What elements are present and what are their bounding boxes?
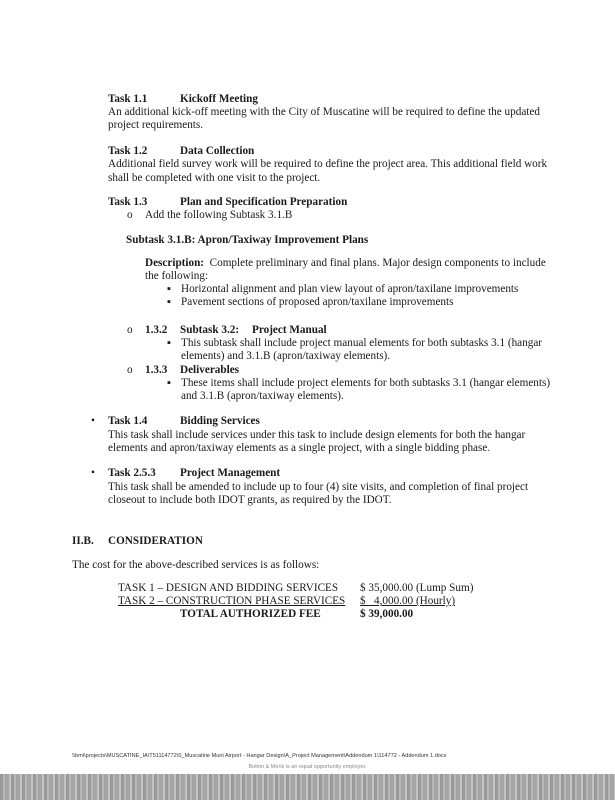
body-text: elements and apron/taxiway elements as a single project, with a single bidding phase. [108,442,491,454]
list-item: Pavement sections of proposed apron/taxilane improvements [181,296,454,308]
fee-label: TASK 2 – CONSTRUCTION PHASE SERVICES [118,595,346,607]
subtask-heading: Subtask 3.1.B: Apron/Taxiway Improvement Plans [126,234,369,246]
description-text: Complete preliminary and final plans. Major design components to include [209,257,546,269]
body-text: Additional field survey work will be required to define the project area. This additional field work [108,158,548,170]
fee-amount: $ 35,000.00 (Lump Sum) [360,582,474,594]
task-1-4-title: Bidding Services [180,415,260,427]
task-1-2-number: Task 1.2 [108,145,148,157]
task-1-1-title: Kickoff Meeting [180,93,258,105]
description-label: Description: [145,257,205,269]
task-1-1-number: Task 1.1 [108,93,148,105]
task-1-4-number: Task 1.4 [108,415,148,427]
subtask-title: Deliverables [180,364,240,376]
total-fee-label: TOTAL AUTHORIZED FEE [180,608,321,620]
body-text: project requirements. [108,119,204,131]
subtask-number: 1.3.2 [145,324,168,336]
body-text: This task shall be amended to include up to four (4) site visits, and completion of final project [108,481,529,493]
body-text: The cost for the above-described services is as follows: [72,559,320,571]
circle-bullet-icon: o [127,324,133,336]
subtask-label: Subtask 3.2: [180,324,240,336]
square-bullet-icon: ▪ [167,283,171,295]
fee-label: TASK 1 – DESIGN AND BIDDING SERVICES [118,582,339,594]
circle-bullet-icon: o [127,364,133,376]
dot-bullet-icon: • [91,467,95,479]
body-text: This subtask shall include project manual elements for both subtasks 3.1 (hangar [181,337,543,349]
list-item: Add the following Subtask 3.1.B [145,209,293,221]
task-2-5-3-number: Task 2.5.3 [108,467,156,479]
body-text: and 3.1.B (apron/taxiway elements). [181,390,344,402]
body-text: These items shall include project elements for both subtasks 3.1 (hangar elements) [181,377,551,389]
body-text: elements) and 3.1.B (apron/taxiway elements). [181,350,391,362]
file-path-footer: \\bmi\projects\MUSCATINE_IA\T51114772\0_Muscatine Muni Airport - Hangar Design\A_Project Management\Addendum 1\114772 - Addendum 1.docx [72,753,447,759]
body-text: This task shall include services under this task to include design elements for both the hangar [108,429,526,441]
description [145,257,546,270]
section-title: CONSIDERATION [108,535,203,547]
body-text: An additional kick-off meeting with the City of Muscatine will be required to define the updated [108,106,540,118]
square-bullet-icon: ▪ [167,296,171,308]
task-2-5-3-title: Project Management [180,467,281,479]
section-number: II.B. [72,535,94,547]
body-text: the following: [145,270,209,282]
subtask-title: Project Manual [252,324,327,336]
body-text: closeout to include both IDOT grants, as required by the IDOT. [108,494,392,506]
square-bullet-icon: ▪ [167,377,171,389]
list-item: Horizontal alignment and plan view layout of apron/taxilane improvements [181,283,519,295]
square-bullet-icon: ▪ [167,337,171,349]
footer-bar [0,774,615,800]
total-fee-amount: $ 39,000.00 [360,608,414,620]
task-1-3-title: Plan and Specification Preparation [180,196,348,208]
task-1-2-title: Data Collection [180,145,255,157]
subtask-number: 1.3.3 [145,364,168,376]
task-1-3-number: Task 1.3 [108,196,148,208]
fee-amount: $ 4,000.00 (Hourly) [360,595,456,607]
circle-bullet-icon: o [127,209,133,221]
eoe-footer: Bolton & Menk is an equal opportunity employer. [248,764,367,770]
body-text: shall be completed with one visit to the project. [108,172,321,184]
dot-bullet-icon: • [91,415,95,427]
